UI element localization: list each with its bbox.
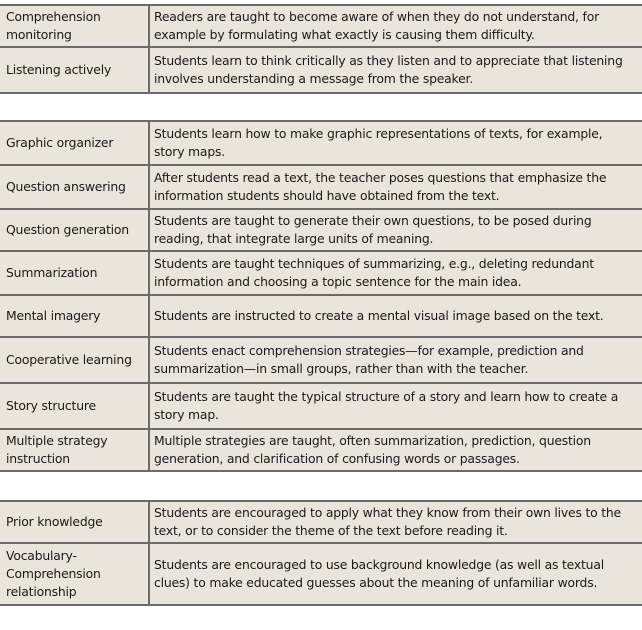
strategy-term: Comprehension monitoring (0, 6, 150, 46)
table-row (0, 122, 642, 166)
table-row (0, 296, 642, 338)
table-row (0, 4, 642, 48)
strategy-description: Multiple strategies are taught, often summarization, prediction, question generation, and clarification of confusing words or passages. (154, 433, 591, 466)
strategy-description: Students are encouraged to use background knowledge (as well as textual clues) to make educated guesses about the meaning of unfamiliar words. (154, 557, 604, 590)
strategy-description: Students learn how to make graphic representations of texts, for example, story maps. (154, 126, 603, 159)
strategy-term: Mental imagery (0, 296, 150, 336)
strategy-term: Graphic organizer (0, 122, 150, 164)
strategy-description: Students are instructed to create a mental visual image based on the text. (154, 308, 604, 323)
strategy-term: Question generation (0, 210, 150, 250)
strategy-description: Students enact comprehension strategies—for example, prediction and summarization—in small groups, rather than with the teacher. (154, 343, 584, 376)
table-row (0, 48, 642, 94)
table-row (0, 384, 642, 430)
strategy-term: Multiple strategy instruction (0, 430, 150, 470)
strategy-description: Students are encouraged to apply what they know from their own lives to the text, or to consider the theme of the text before reading it. (154, 505, 621, 538)
strategies-table (0, 4, 642, 606)
table-row (0, 544, 642, 606)
strategy-term: Vocabulary-Comprehension relationship (0, 544, 150, 604)
table-row (0, 252, 642, 296)
table-row (0, 166, 642, 210)
strategy-description: Students learn to think critically as they listen and to appreciate that listening involves understanding a message from the speaker. (154, 53, 623, 86)
strategy-term: Question answering (0, 166, 150, 208)
strategy-term: Prior knowledge (0, 502, 150, 542)
table-row (0, 502, 642, 544)
table-row (0, 210, 642, 252)
strategy-description: Readers are taught to become aware of when they do not understand, for example by formulating what exactly is causing them difficulty. (154, 9, 599, 42)
section-gap (0, 472, 642, 502)
table-row (0, 338, 642, 384)
strategy-term: Summarization (0, 252, 150, 294)
table-row (0, 430, 642, 472)
strategy-description: Students are taught techniques of summarizing, e.g., deleting redundant information and choosing a topic sentence for the main idea. (154, 256, 594, 289)
section-gap (0, 94, 642, 122)
strategy-term: Listening actively (0, 48, 150, 92)
strategy-description: Students are taught to generate their own questions, to be posed during reading, that integrate large units of meaning. (154, 213, 592, 246)
strategy-term: Story structure (0, 384, 150, 428)
strategy-description: After students read a text, the teacher poses questions that emphasize the information students should have obtained from the text. (154, 170, 607, 203)
strategy-description: Students are taught the typical structure of a story and learn how to create a story map. (154, 389, 619, 422)
strategy-term: Cooperative learning (0, 338, 150, 382)
